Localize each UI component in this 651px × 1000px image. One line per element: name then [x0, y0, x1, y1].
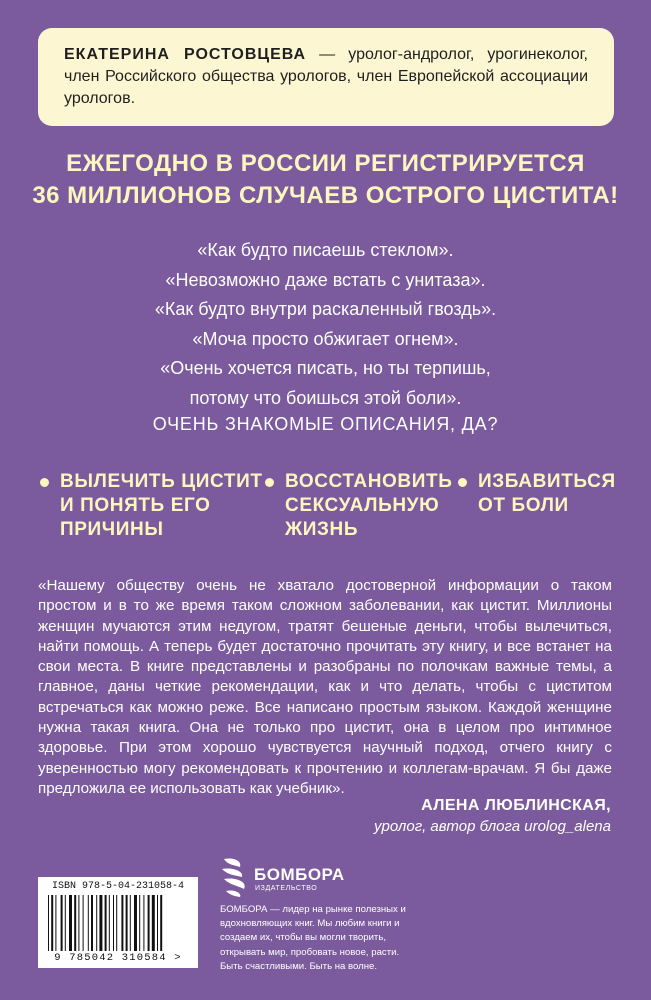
bombora-logo-icon: [220, 855, 252, 899]
barcode-digits: 9 785042 310584 >: [54, 952, 182, 964]
benefit-line: ВЫЛЕЧИТЬ ЦИСТИТ: [60, 471, 263, 492]
patient-quotes: [0, 236, 651, 414]
headline: [0, 148, 651, 212]
author-info-box: [38, 28, 614, 126]
quote-line: потому что боишься этой боли».: [189, 387, 462, 408]
publisher-description: БОМБОРА — лидер на рынке полезных и вдохновляющих книг. Мы любим книги и создаем их, чтобы вы могли творить, открывать мир, пробовать новое, расти. Быть счастливыми. Быть на волне.: [220, 904, 406, 972]
benefit-item-pain: [478, 470, 616, 518]
question-line: ОЧЕНЬ ЗНАКОМЫЕ ОПИСАНИЯ, ДА?: [152, 414, 499, 434]
bullet-dot-icon: [458, 478, 467, 487]
benefit-line: И ПОНЯТЬ ЕГО: [60, 495, 211, 516]
quote-line: «Очень хочется писать, но ты терпишь,: [160, 358, 491, 379]
benefit-line: ОТ БОЛИ: [478, 495, 569, 516]
publisher-brand: БОМБОРА: [254, 865, 345, 884]
quote-line: «Невозможно даже встать с унитаза».: [165, 269, 486, 290]
barcode-icon: [46, 895, 190, 951]
review-author-role: уролог, автор блога urolog_alena: [374, 818, 611, 835]
benefit-line: ИЗБАВИТЬСЯ: [478, 471, 616, 492]
headline-line-2: 36 МИЛЛИОНОВ СЛУЧАЕВ ОСТРОГО ЦИСТИТА!: [32, 182, 619, 209]
author-description: — уролог-андролог, урогинеколог, член Российского общества урологов, член Европейской ассоциации урологов.: [64, 46, 589, 107]
quote-line: «Как будто писаешь стеклом».: [197, 240, 454, 260]
barcode-box: [38, 877, 198, 968]
benefit-line: ЖИЗНЬ: [285, 519, 359, 540]
headline-line-1: ЕЖЕГОДНО В РОССИИ РЕГИСТРИРУЕТСЯ: [66, 150, 585, 177]
benefit-line: СЕКСУАЛЬНУЮ: [285, 495, 440, 516]
publisher-logo: [220, 855, 345, 904]
review-author: АЛЕНА ЛЮБЛИНСКАЯ,: [421, 797, 611, 814]
author-name: ЕКАТЕРИНА РОСТОВЦЕВА: [64, 46, 307, 63]
isbn-text: ISBN 978-5-04-231058-4: [51, 881, 185, 892]
benefit-item-restore: [285, 470, 452, 542]
bullet-dot-icon: [265, 478, 274, 487]
benefit-item-cure: [60, 470, 263, 542]
quote-line: «Как будто внутри раскаленный гвоздь».: [154, 299, 497, 320]
review-text: «Нашему обществу очень не хватало достоверной информации о таком простом и в то же время таком сложном заболевании, как цистит. Миллионы женщин мучаются этим недугом, тратят бешеные деньги, чтобы вылечиться, найти помощь. А теперь будет достаточно прочитать эту книгу, и все встанет на свои места. В книге представлены и разобраны по полочкам важные темы, а главное, даны четкие рекомендации, как и что делать, чтобы с циститом встречаться как можно реже. Все написано простым языком. Каждой женщине нужна такая книга. Она не только про цистит, она в целом про интимное здоровье. При этом хорошо чувствуется научный подход, отчего книгу с уверенностью могу рекомендовать к прочтению и коллегам-врачам. Я бы даже предложила ее использовать как учебник».: [38, 577, 612, 797]
quote-line: «Моча просто обжигает огнем».: [192, 328, 459, 349]
benefit-line: ВОССТАНОВИТЬ: [285, 471, 453, 492]
publisher-sub: ИЗДАТЕЛЬСТВО: [255, 885, 318, 892]
bullet-dot-icon: [40, 478, 49, 487]
benefit-line: ПРИЧИНЫ: [60, 519, 164, 540]
